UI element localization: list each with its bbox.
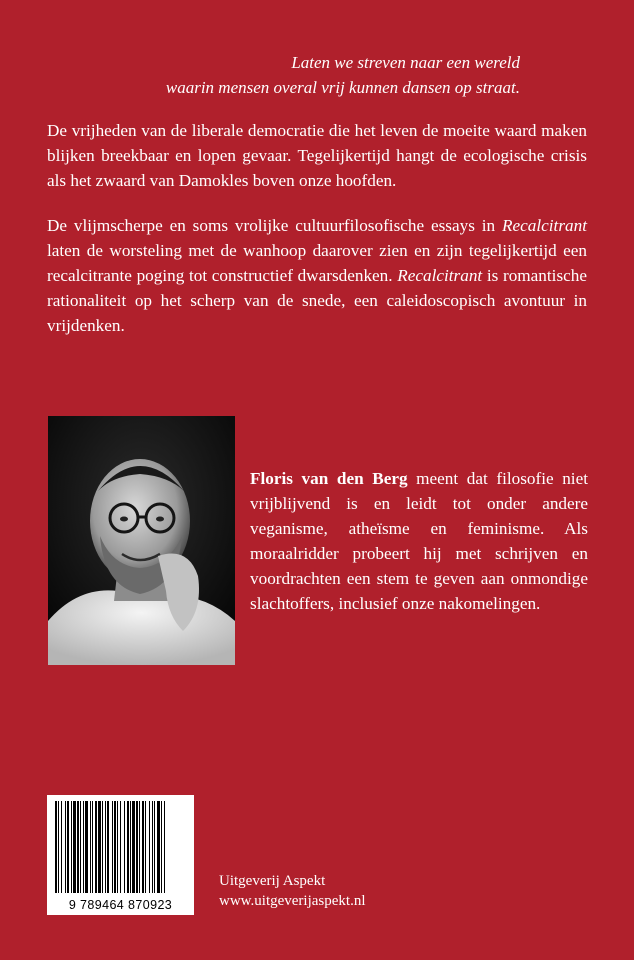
barcode-bar — [65, 801, 66, 893]
barcode-bar — [61, 801, 62, 893]
barcode-bar — [98, 801, 101, 893]
intro-paragraph-2 — [47, 213, 587, 338]
publisher-name: Uitgeverij Aspekt — [219, 873, 326, 889]
barcode-bar — [139, 801, 140, 893]
barcode-bar — [77, 801, 79, 893]
barcode-bar — [55, 801, 57, 893]
author-bio — [250, 466, 588, 616]
publisher-website[interactable]: www.uitgeverijaspekt.nl — [219, 893, 366, 909]
quote-line-1: Laten we streven naar een wereld — [291, 53, 520, 72]
intro-paragraph-1: De vrijheden van de liberale democratie die het leven de moeite waard maken blijken breekbaar en lopen gevaar. Tegelijkertijd hangt de ecologische crisis als het zwaard van Damokles boven onze hoofden. — [47, 121, 587, 190]
barcode-bar — [105, 801, 106, 893]
isbn-barcode — [47, 795, 194, 915]
barcode-bar — [120, 801, 121, 893]
barcode-bar — [117, 801, 118, 893]
barcode-bar — [130, 801, 131, 893]
barcode-bar — [145, 801, 146, 893]
barcode-bar — [71, 801, 72, 893]
barcode-bar — [152, 801, 153, 893]
barcode-bar — [132, 801, 135, 893]
barcode-bar — [92, 801, 93, 893]
author-name: Floris van den Berg — [250, 469, 408, 488]
author-photo — [48, 416, 235, 665]
barcode-bar — [124, 801, 125, 893]
barcode-bar — [161, 801, 162, 893]
barcode-bar — [114, 801, 116, 893]
barcode-bar — [112, 801, 113, 893]
intro-paragraph-2-part-1: De vlijmscherpe en soms vrolijke cultuurfilosofische essays in — [47, 216, 503, 235]
barcode-bar — [80, 801, 81, 893]
barcode-bar — [58, 801, 59, 893]
barcode-bar — [149, 801, 150, 893]
barcode-bar — [85, 801, 88, 893]
barcode-bar — [67, 801, 69, 893]
barcode-bar — [83, 801, 84, 893]
barcode-bar — [127, 801, 129, 893]
barcode-bar — [157, 801, 160, 893]
barcode-bars — [47, 795, 194, 895]
book-title: Recalcitrant — [502, 216, 587, 235]
barcode-bar — [164, 801, 165, 893]
author-bio-text: meent dat filosofie niet vrijblijvend is en leidt tot onder andere veganisme, atheïsme en feminisme. Als moraalridder probeert hij met schrijven en voordrachten een stem te geven aan onmondige slachtoffers, inclusief onze nakomelingen. — [250, 469, 588, 613]
intro-paragraph-2-part-3: is romantische rationaliteit op het scherp van de snede, een caleidoscopisch avontuur in vrijdenken. — [47, 266, 587, 335]
barcode-bar — [142, 801, 144, 893]
barcode-bar — [95, 801, 97, 893]
barcode-bar — [136, 801, 138, 893]
isbn-number: 9 789464 870923 — [68, 898, 173, 912]
barcode-bar — [154, 801, 155, 893]
cover-quote — [80, 50, 520, 100]
publisher-info — [219, 871, 366, 911]
barcode-bar — [107, 801, 109, 893]
intro-paragraph-2-part-2: laten de worsteling met de wanhoop daarover zien en zijn tegelijkertijd een recalcitrante poging tot constructief dwarsdenken. — [47, 241, 587, 285]
barcode-bar — [102, 801, 103, 893]
quote-line-2: waarin mensen overal vrij kunnen dansen op straat. — [165, 78, 520, 97]
book-title-2: Recalcitrant — [397, 266, 483, 285]
barcode-bar — [90, 801, 91, 893]
barcode-bar — [73, 801, 76, 893]
